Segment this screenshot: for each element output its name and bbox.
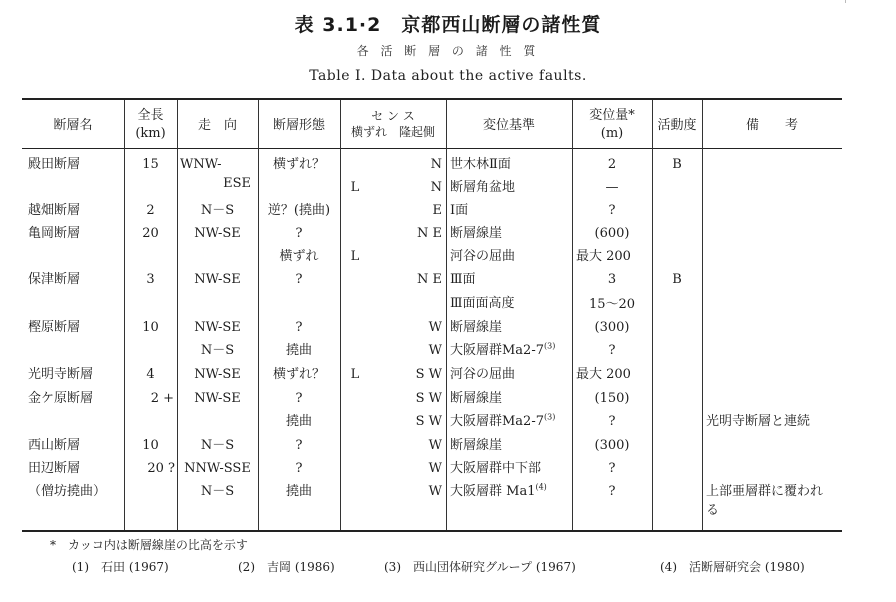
cell-form: ? — [295, 320, 303, 335]
english-title: Table I. Data about the active faults. — [309, 68, 587, 84]
header-reference: 変位基準 — [482, 118, 535, 133]
header-activity: 活動度 — [657, 118, 697, 133]
cell-length: 2 — [146, 203, 155, 218]
reference-1: (1) 石田 (1967) — [72, 560, 169, 574]
cell-reference: 大阪層群Ma2-7$^{(3)}$ — [450, 341, 556, 358]
reference-citation: (3) — [544, 412, 556, 422]
cell-fault-name: 田辺断層 — [28, 461, 81, 476]
cell-form: ? — [295, 272, 303, 287]
header-remarks: 備 考 — [745, 118, 798, 133]
cell-reference: 河谷の屈曲 — [450, 367, 516, 382]
table-header-rule — [22, 148, 842, 149]
table-top-rule — [22, 98, 842, 100]
cell-length: 20 — [142, 226, 159, 241]
cell-uplift: S W — [415, 414, 442, 429]
cell-reference: Ⅰ面 — [450, 203, 469, 218]
cell-form: 撓曲 — [285, 484, 312, 499]
cell-reference: 断層角盆地 — [450, 180, 516, 195]
cell-length: 10 — [142, 320, 159, 335]
header-sense-sub: 横ずれ 隆起側 — [350, 125, 435, 139]
cell-displacement: 2 — [607, 157, 617, 172]
cell-uplift: W — [428, 438, 442, 453]
cell-displacement: ? — [608, 414, 616, 429]
cell-reference: 大阪層群Ma2-7$^{(3)}$ — [450, 412, 556, 429]
cell-strike: NW-SE — [194, 226, 241, 241]
cell-activity: B — [672, 157, 682, 172]
cell-strike: NNW-SSE — [184, 461, 251, 476]
cell-displacement: 15～20 — [588, 297, 636, 312]
header-sense: セ ン ス — [371, 109, 415, 123]
cell-uplift: N — [430, 157, 442, 172]
header-fault-name: 断層名 — [53, 118, 93, 133]
col-divider — [702, 100, 703, 530]
cell-reference: Ⅲ面面高度 — [450, 296, 515, 311]
cell-uplift: W — [428, 343, 442, 358]
cell-displacement: ? — [608, 203, 616, 218]
reference-3: (3) 西山団体研究グループ (1967) — [384, 560, 576, 574]
cell-strike: NW-SE — [194, 391, 241, 406]
cell-length: 3 — [146, 272, 155, 287]
cell-remarks: 上部亜層群に覆われ — [706, 484, 824, 499]
cell-fault-name: 樫原断層 — [28, 320, 81, 335]
cell-lateral: L — [350, 367, 360, 382]
cell-reference: 大阪層群 Ma1$^{(4)}$ — [450, 482, 547, 499]
cell-displacement: (150) — [594, 391, 630, 406]
header-displacement: 変位量* — [589, 108, 635, 123]
cell-uplift: E — [432, 203, 442, 218]
cell-length: 20 ? — [147, 461, 175, 476]
page-corner-mark — [845, 0, 896, 3]
footnote: * カッコ内は断層線崖の比高を示す — [50, 538, 248, 552]
header-displacement-unit: (m) — [600, 126, 624, 141]
cell-fault-name: 保津断層 — [28, 272, 81, 287]
cell-uplift: W — [428, 461, 442, 476]
cell-displacement: ? — [608, 484, 616, 499]
cell-fault-name: 金ケ原断層 — [28, 391, 94, 406]
cell-displacement: — — [605, 180, 619, 195]
cell-reference: 河谷の屈曲 — [450, 249, 516, 264]
cell-fault-name: 越畑断層 — [28, 203, 81, 218]
cell-form: 横ずれ？ — [272, 367, 325, 382]
cell-reference: 世木林Ⅱ面 — [450, 157, 511, 172]
cell-reference: 断層線崖 — [450, 226, 503, 241]
cell-reference: 断層線崖 — [450, 320, 503, 335]
cell-reference: 断層線崖 — [450, 438, 503, 453]
cell-fault-name: 光明寺断層 — [28, 367, 94, 382]
cell-strike: NW-SE — [194, 272, 241, 287]
cell-strike: N－S — [200, 203, 235, 218]
reference-2: (2) 吉岡 (1986) — [238, 560, 335, 574]
cell-form: 撓曲 — [285, 343, 312, 358]
reference-4: (4) 活断層研究会 (1980) — [660, 560, 805, 574]
col-divider — [340, 100, 341, 530]
cell-uplift: N E — [417, 226, 442, 241]
cell-remarks-continued: る — [706, 503, 720, 518]
cell-displacement: 3 — [607, 272, 617, 287]
cell-fault-name: 亀岡断層 — [28, 226, 81, 241]
cell-length: 2 + — [150, 391, 174, 406]
reference-citation: (3) — [544, 341, 556, 351]
cell-form: 横ずれ？ — [272, 157, 325, 172]
cell-strike: N－S — [200, 343, 235, 358]
cell-form: ? — [295, 438, 303, 453]
cell-length: 10 — [142, 438, 159, 453]
cell-uplift: N — [430, 180, 442, 195]
cell-form: ? — [295, 391, 303, 406]
reference-citation: (4) — [535, 482, 547, 492]
cell-uplift: S W — [415, 391, 442, 406]
cell-activity: B — [672, 272, 682, 287]
cell-fault-name: （僧坊撓曲） — [28, 484, 107, 499]
cell-uplift: S W — [415, 367, 442, 382]
cell-uplift: W — [428, 320, 442, 335]
cell-uplift: W — [428, 484, 442, 499]
col-divider — [446, 100, 447, 530]
cell-strike: WNW- — [180, 157, 222, 172]
cell-reference: 断層線崖 — [450, 391, 503, 406]
cell-strike: ESE — [223, 176, 251, 191]
cell-remarks: 光明寺断層と連続 — [706, 414, 811, 429]
cell-uplift: N E — [417, 272, 442, 287]
cell-reference: 大阪層群中下部 — [450, 461, 542, 476]
cell-fault-name: 西山断層 — [28, 438, 81, 453]
cell-form: ? — [295, 226, 303, 241]
cell-length: 15 — [142, 157, 159, 172]
cell-displacement: (300) — [594, 320, 630, 335]
cell-strike: N－S — [200, 484, 235, 499]
table-bottom-rule — [22, 530, 842, 532]
header-length: 全長 — [137, 108, 164, 123]
japanese-subtitle: 各 活 断 層 の 諸 性 質 — [356, 44, 540, 58]
cell-form: 横ずれ — [279, 249, 319, 264]
cell-displacement: (300) — [594, 438, 630, 453]
cell-form: ? — [295, 461, 303, 476]
cell-displacement: 最大 200 — [576, 249, 631, 264]
cell-lateral: L — [350, 249, 360, 264]
cell-strike: NW-SE — [194, 367, 241, 382]
cell-lateral: L — [350, 180, 360, 195]
cell-form: 逆？(撓曲) — [267, 203, 331, 218]
cell-displacement: (600) — [594, 226, 630, 241]
header-form: 断層形態 — [272, 118, 325, 133]
header-length-unit: (km) — [135, 126, 166, 141]
cell-strike: N－S — [200, 438, 235, 453]
header-strike: 走 向 — [197, 118, 237, 133]
cell-displacement: ? — [608, 461, 616, 476]
cell-displacement: ? — [608, 343, 616, 358]
cell-fault-name: 殿田断層 — [28, 157, 81, 172]
cell-displacement: 最大 200 — [576, 367, 631, 382]
cell-length: 4 — [146, 367, 155, 382]
cell-form: 撓曲 — [285, 414, 312, 429]
cell-strike: NW-SE — [194, 320, 241, 335]
page-title: 表 3.1·2 京都西山断層の諸性質 — [294, 14, 602, 36]
cell-reference: Ⅲ面 — [450, 272, 476, 287]
